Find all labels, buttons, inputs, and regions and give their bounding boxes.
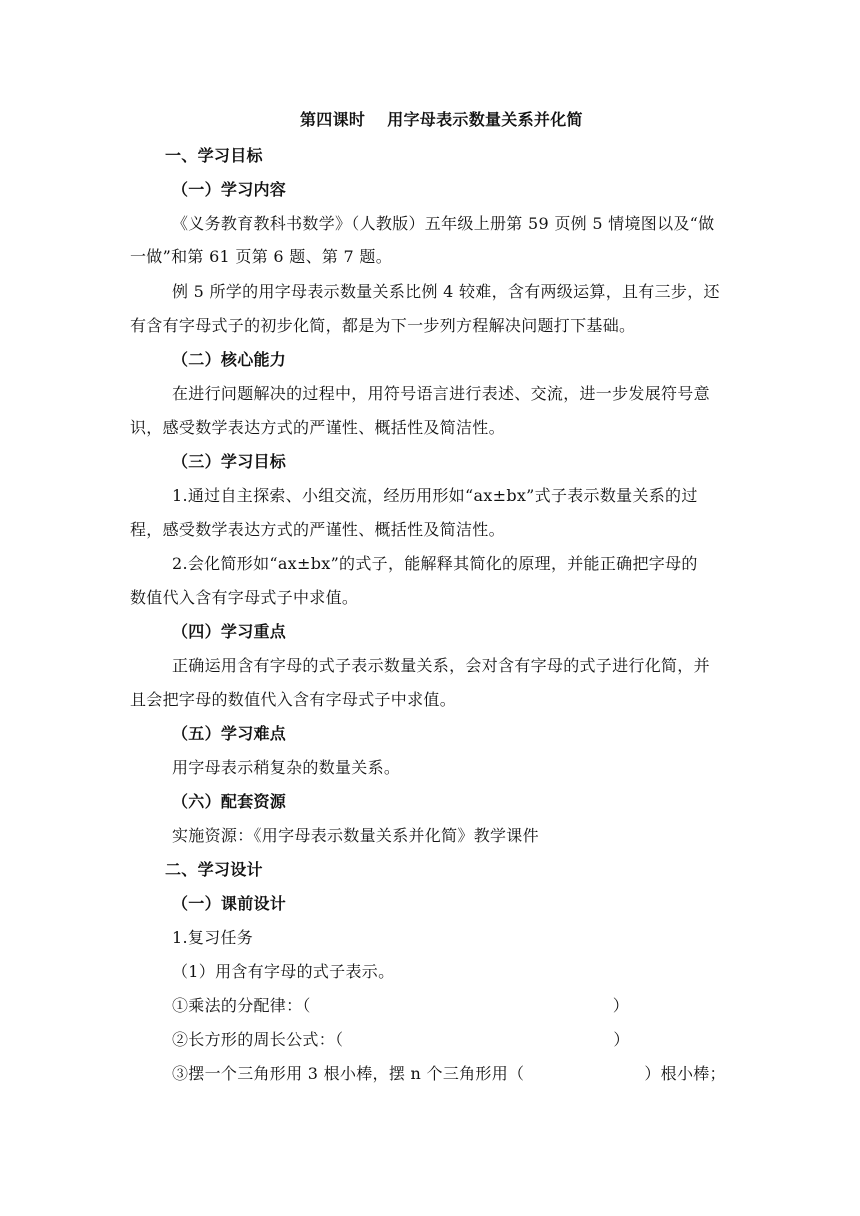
section-heading-learning-design: 二、学习设计 (165, 860, 263, 879)
blank-prompt: ①乘法的分配律：（ (172, 996, 311, 1015)
blank-close: ）根小棒； (644, 1064, 726, 1083)
list-item-line: 1.通过自主探索、小组交流，经历用形如“ax±bx”式子表示数量关系的过 (172, 486, 698, 505)
title-lesson: 第四课时 (300, 110, 366, 129)
list-item-line: 数值代入含有字母式子中求值。 (130, 588, 359, 607)
subheading-core-ability: （二）核心能力 (172, 350, 287, 369)
title-topic: 用字母表示数量关系并化简 (387, 110, 583, 129)
subheading-difficulties: （五）学习难点 (172, 724, 287, 743)
question-line: （1）用含有字母的式子表示。 (172, 962, 395, 981)
paragraph-line: 用字母表示稍复杂的数量关系。 (172, 758, 401, 777)
subheading-pre-class-design: （一）课前设计 (172, 894, 287, 913)
subheading-resources: （六）配套资源 (172, 792, 287, 811)
subheading-learning-objectives: （三）学习目标 (172, 452, 287, 471)
paragraph-line: 识，感受数学表达方式的严谨性、概括性及简洁性。 (130, 418, 505, 437)
blank-prompt: ②长方形的周长公式：（ (172, 1030, 344, 1049)
paragraph-line: 在进行问题解决的过程中，用符号语言进行表述、交流，进一步发展符号意 (172, 384, 710, 403)
fill-blank-distributive-law (172, 996, 629, 1016)
list-item-line: 2.会化简形如“ax±bx”的式子，能解释其简化的原理，并能正确把字母的 (172, 554, 698, 573)
paragraph-line: 例 5 所学的用字母表示数量关系比例 4 较难，含有两级运算，且有三步，还 (172, 282, 720, 301)
subheading-key-points: （四）学习重点 (172, 622, 287, 641)
subheading-learning-content: （一）学习内容 (172, 180, 287, 199)
blank-close: ） (612, 996, 630, 1015)
blank-close: ） (613, 1030, 630, 1049)
paragraph-line: 《义务教育教科书数学》（人教版）五年级上册第 59 页例 5 情境图以及“做 (172, 214, 715, 233)
fill-blank-rectangle-perimeter (172, 1030, 630, 1050)
paragraph-line: 有含有字母式子的初步化简，都是为下一步列方程解决问题打下基础。 (130, 316, 636, 335)
paragraph-line: 实施资源：《用字母表示数量关系并化简》教学课件 (172, 826, 539, 845)
paragraph-line: 一做”和第 61 页第 6 题、第 7 题。 (130, 247, 393, 266)
paragraph-line: 正确运用含有字母的式子表示数量关系，会对含有字母的式子进行化简，并 (172, 656, 710, 675)
blank-prompt: ③摆一个三角形用 3 根小棒，摆 n 个三角形用（ (172, 1064, 525, 1083)
list-item-line: 程，感受数学表达方式的严谨性、概括性及简洁性。 (130, 520, 505, 539)
paragraph-line: 且会把字母的数值代入含有字母式子中求值。 (130, 690, 457, 709)
task-label: 1.复习任务 (172, 928, 254, 947)
fill-blank-triangle-sticks (172, 1064, 726, 1084)
section-heading-learning-goals: 一、学习目标 (165, 146, 263, 165)
page-title (300, 110, 583, 130)
